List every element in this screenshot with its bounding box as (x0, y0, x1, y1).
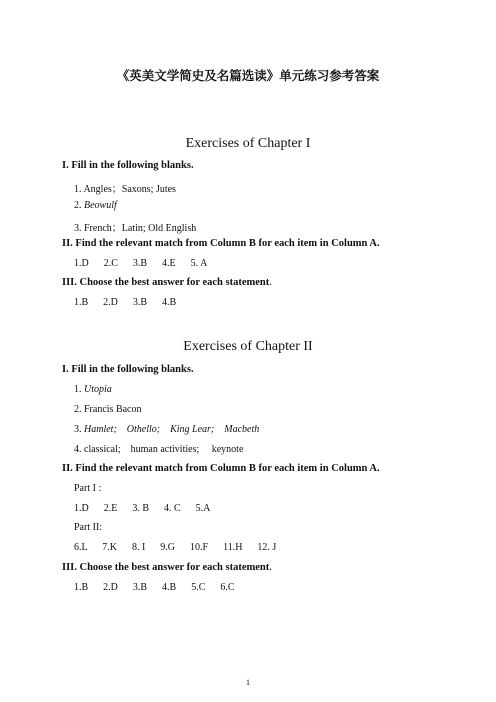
ch1-s1-item-2 (74, 200, 117, 211)
ch1-s1-item-2-number: 2. (74, 200, 84, 211)
ch2-s1-item-1-number: 1. (74, 384, 84, 395)
ch2-s1-item-1-title: Utopia (84, 384, 112, 395)
ch2-s3-heading-text: III. Choose the best answer for each statement (62, 562, 270, 573)
ch1-section-2-heading: II. Find the relevant match from Column B for each item in Column A. (62, 238, 380, 249)
ch2-s3-answers: 1.B 2.D 3.B 4.B 5.C 6.C (74, 582, 235, 593)
ch1-s1-item-2-title: Beowulf (84, 200, 117, 211)
ch2-section-1-heading: I. Fill in the following blanks. (62, 364, 194, 375)
document-title: 《英美文学简史及名篇选读》单元练习参考答案 (116, 68, 380, 83)
ch2-section-3-heading (62, 562, 272, 573)
ch2-part-2-answers: 6.L 7.K 8. I 9.G 10.F 11.H 12. J (74, 542, 277, 553)
ch2-s1-item-1 (74, 384, 112, 395)
ch1-section-3-heading (62, 277, 272, 288)
ch2-s1-item-3 (74, 424, 259, 435)
chapter-1-heading: Exercises of Chapter I (185, 136, 311, 151)
ch2-section-2-heading: II. Find the relevant match from Column B for each item in Column A. (62, 463, 380, 474)
ch2-s1-item-3-number: 3. (74, 424, 84, 435)
ch2-part-2-label: Part II: (74, 522, 103, 533)
ch1-s3-answers: 1.B 2.D 3.B 4.B (74, 297, 177, 308)
chapter-2-heading: Exercises of Chapter II (183, 339, 313, 354)
ch2-s1-item-2: 2. Francis Bacon (74, 404, 142, 415)
ch1-s2-answers: 1.D 2.C 3.B 4.E 5. A (74, 258, 208, 269)
ch2-part-1-answers: 1.D 2.E 3. B 4. C 5.A (74, 503, 211, 514)
ch1-section-1-heading: I. Fill in the following blanks. (62, 160, 194, 171)
page-number: 1 (246, 678, 250, 687)
ch2-s1-item-4: 4. classical; human activities; keynote (74, 444, 244, 455)
ch1-s1-item-1: 1. Angles；Saxons; Jutes (74, 184, 176, 195)
ch1-s1-item-3: 3. French；Latin; Old English (74, 223, 197, 234)
ch2-s1-item-3-titles: Hamlet; Othello; King Lear; Macbeth (84, 424, 260, 435)
ch1-s3-heading-text: III. Choose the best answer for each statement (62, 277, 270, 288)
ch2-part-1-label: Part I : (74, 483, 102, 494)
ch2-s3-heading-period: . (269, 562, 272, 573)
ch1-s3-heading-period: . (269, 277, 272, 288)
